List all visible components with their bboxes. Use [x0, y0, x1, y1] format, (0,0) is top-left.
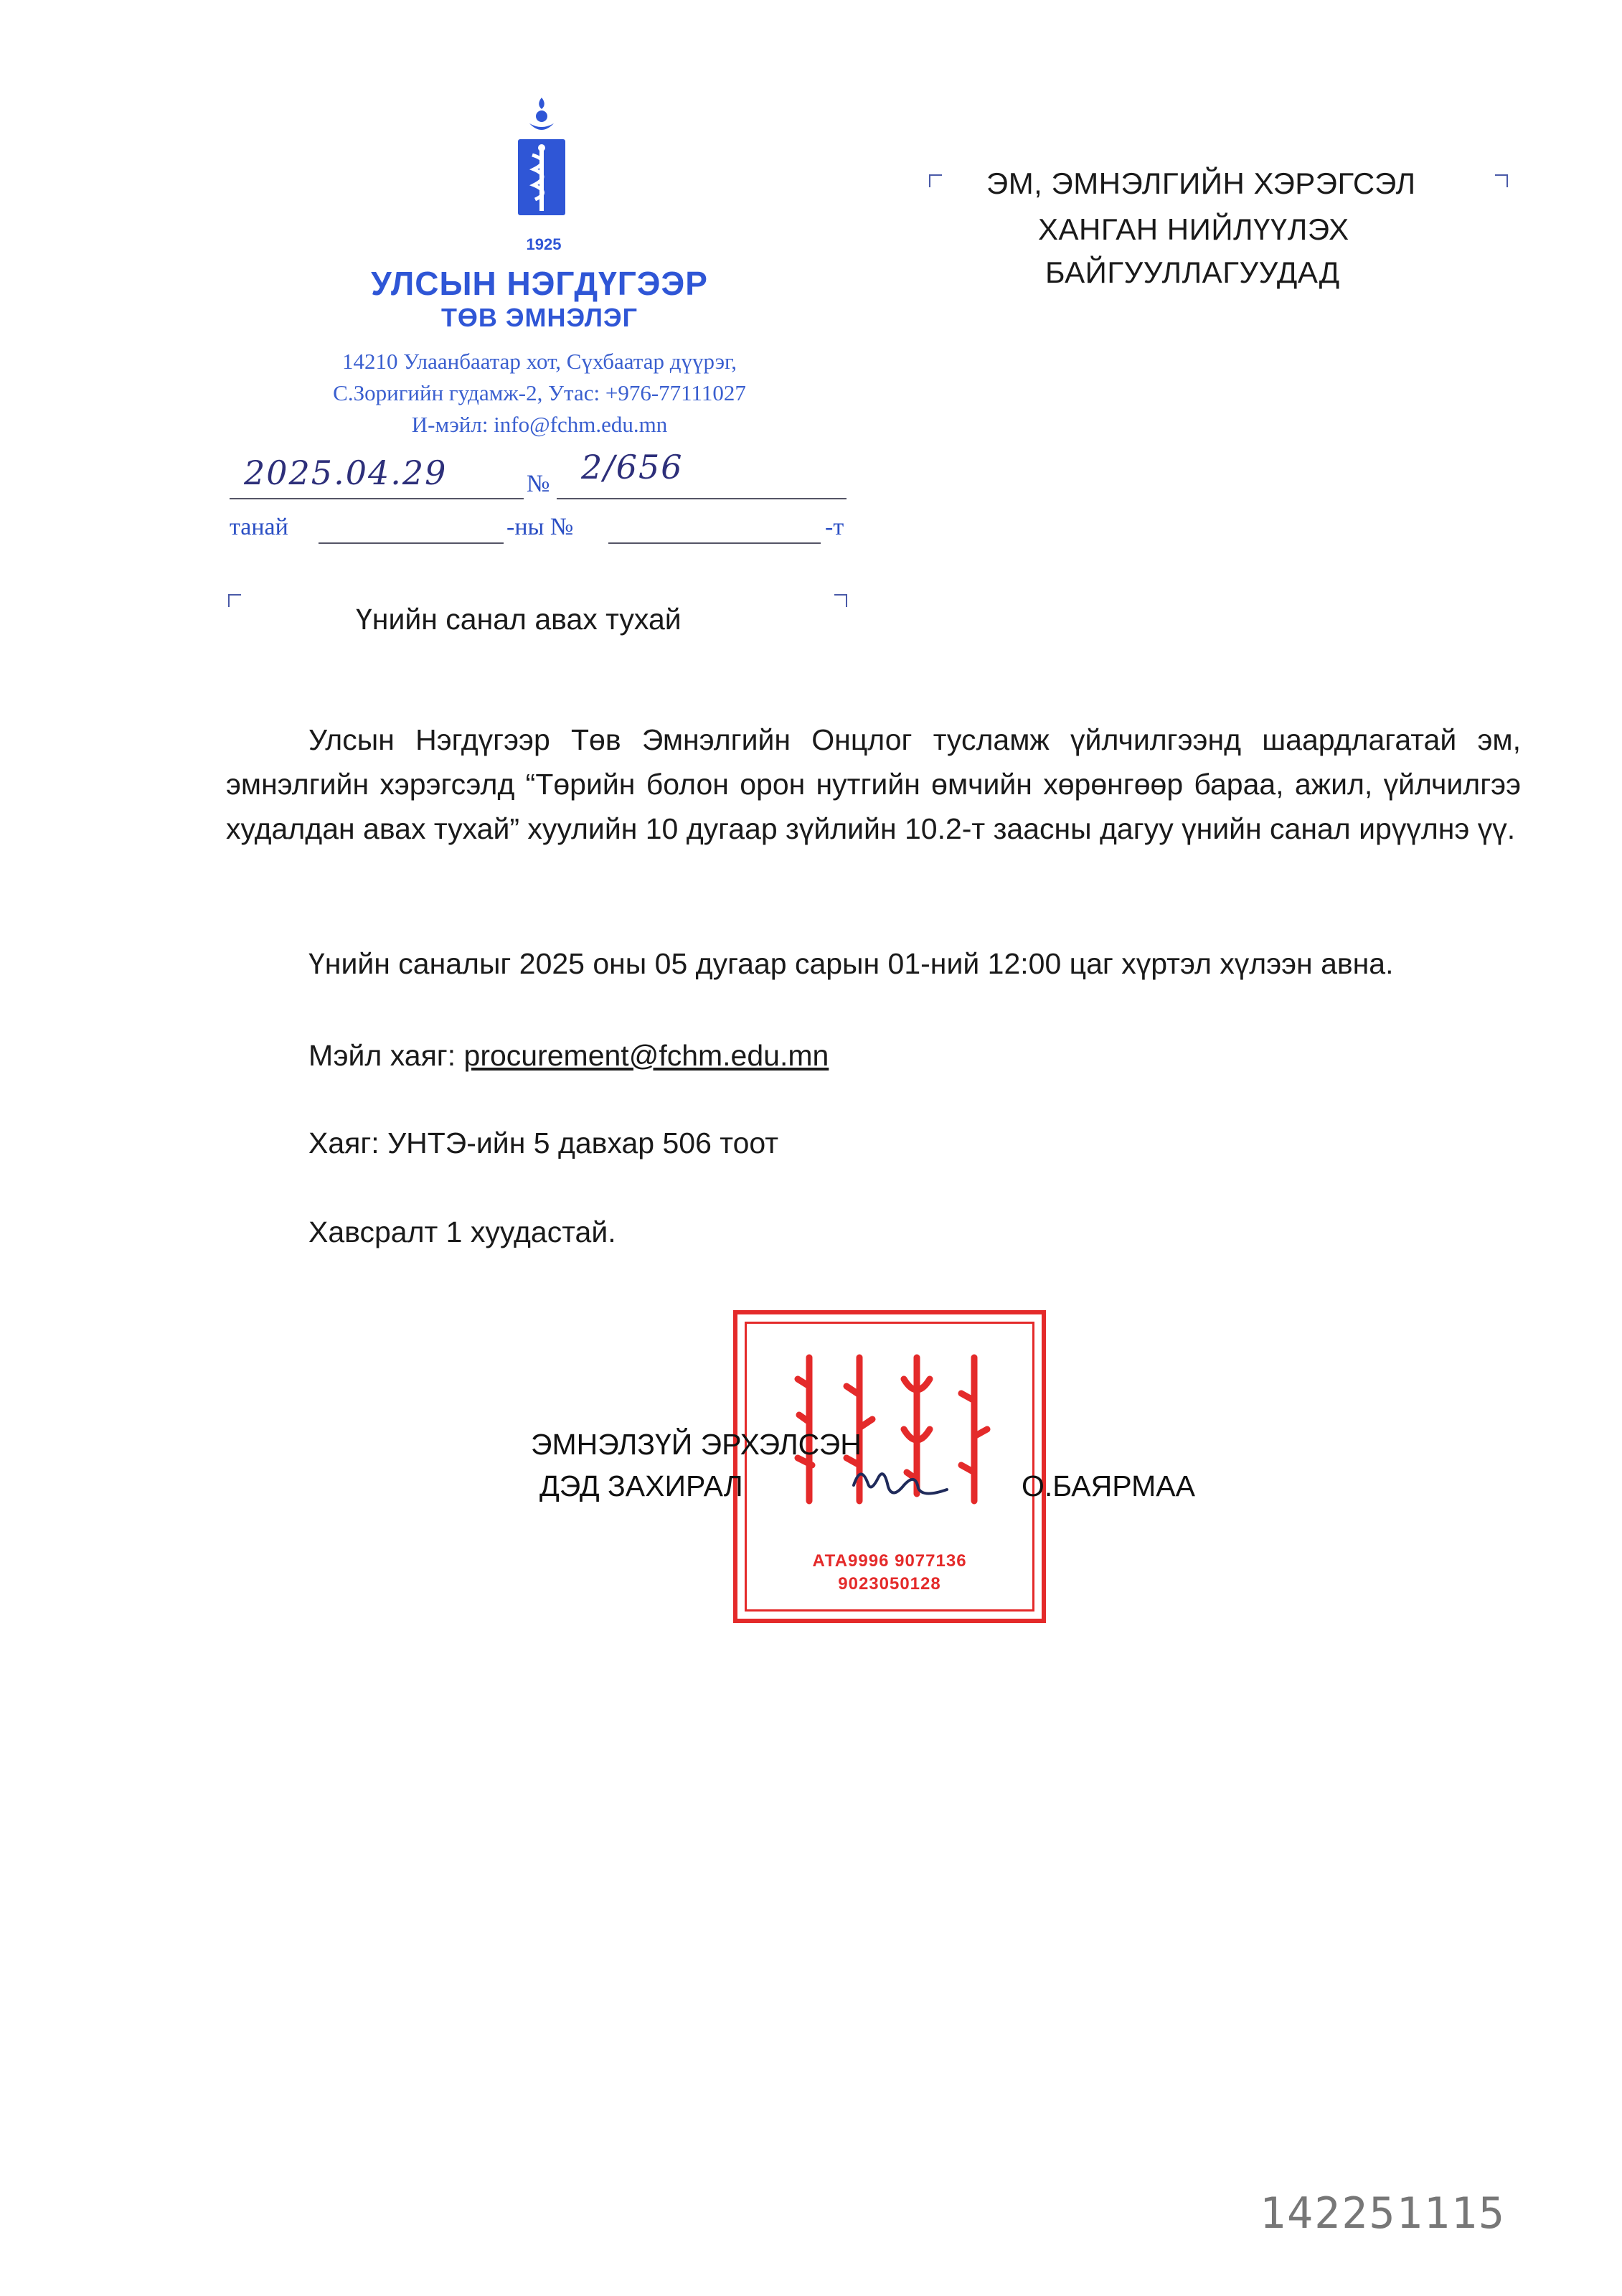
recipient-line: ХАНГАН НИЙЛҮҮЛЭХ	[1038, 212, 1349, 246]
number-underline	[557, 498, 847, 499]
your-number-label: -ны №	[506, 514, 574, 540]
recipient-bracket-left	[929, 174, 942, 187]
your-ref-label: танай	[230, 514, 288, 540]
your-date-underline	[319, 542, 504, 544]
organization-name: УЛСЫН НЭГДҮГЭЭР	[371, 265, 708, 302]
email-label: Мэйл хаяг:	[308, 1039, 464, 1072]
signatory-name: О.БАЯРМАА	[1022, 1469, 1195, 1502]
handwritten-date: 2025.04.29	[244, 453, 448, 492]
procurement-email-link[interactable]: procurement@fchm.edu.mn	[463, 1039, 829, 1072]
attachment-text: Хавсралт 1 хуудастай.	[308, 1215, 616, 1248]
handwritten-signature	[847, 1457, 954, 1514]
recipient-bracket-right	[1495, 174, 1508, 187]
logo-year: 1925	[526, 235, 562, 253]
body-paragraph: Улсын Нэгдүгээр Төв Эмнэлгийн Онцлог тусламж үйлчилгээнд шаардлагатай эм, эмнэлгийн хэрэгсэлд “Төрийн болон орон нутгийн өмчийн хөрөнгөөр бараа, ажил, үйлчилгээ худалдан авах тухай” хуулийн 10 дугаар зүйлийн 10.2-т заасны дагуу үнийн санал ирүүлнэ үү.	[226, 723, 1521, 845]
email-line: И-мэйл: info@fchm.edu.mn	[411, 412, 668, 437]
recipient-line: БАЙГУУЛЛАГУУДАД	[1045, 255, 1340, 289]
stamp-register-number: АТА9996 9077136	[812, 1551, 967, 1571]
address-text: Хаяг: УНТЭ-ийн 5 давхар 506 тоот	[308, 1126, 779, 1159]
subject-bracket-left	[228, 594, 241, 607]
email-row	[308, 1039, 829, 1073]
your-ref-end: -т	[825, 514, 844, 540]
address-line: С.Зоригийн гудамж-2, Утас: +976-77111027	[333, 380, 746, 405]
date-underline	[230, 498, 524, 499]
signatory-title: ЭМНЭЛЗҮЙ ЭРХЭЛСЭН	[531, 1428, 862, 1461]
handwritten-number: 2/656	[581, 448, 684, 486]
organization-subname: ТӨВ ЭМНЭЛЭГ	[440, 303, 638, 332]
document-serial-number: 142251115	[1259, 2188, 1506, 2239]
address-line: 14210 Улаанбаатар хот, Сүхбаатар дүүрэг,	[341, 349, 737, 374]
number-label: №	[527, 471, 550, 497]
recipient-line: ЭМ, ЭМНЭЛГИЙН ХЭРЭГСЭЛ	[986, 166, 1416, 200]
stamp-tax-number: 9023050128	[838, 1574, 941, 1594]
hospital-logo-icon	[495, 95, 588, 245]
letter-subject: Үнийн санал авах тухай	[356, 603, 682, 636]
subject-bracket-right	[834, 594, 847, 607]
signatory-position: ДЭД ЗАХИРАЛ	[539, 1469, 743, 1502]
your-number-underline	[608, 542, 821, 544]
deadline-text: Үнийн саналыг 2025 оны 05 дугаар сарын 01-ний 12:00 цаг хүртэл хүлээн авна.	[308, 947, 1394, 980]
